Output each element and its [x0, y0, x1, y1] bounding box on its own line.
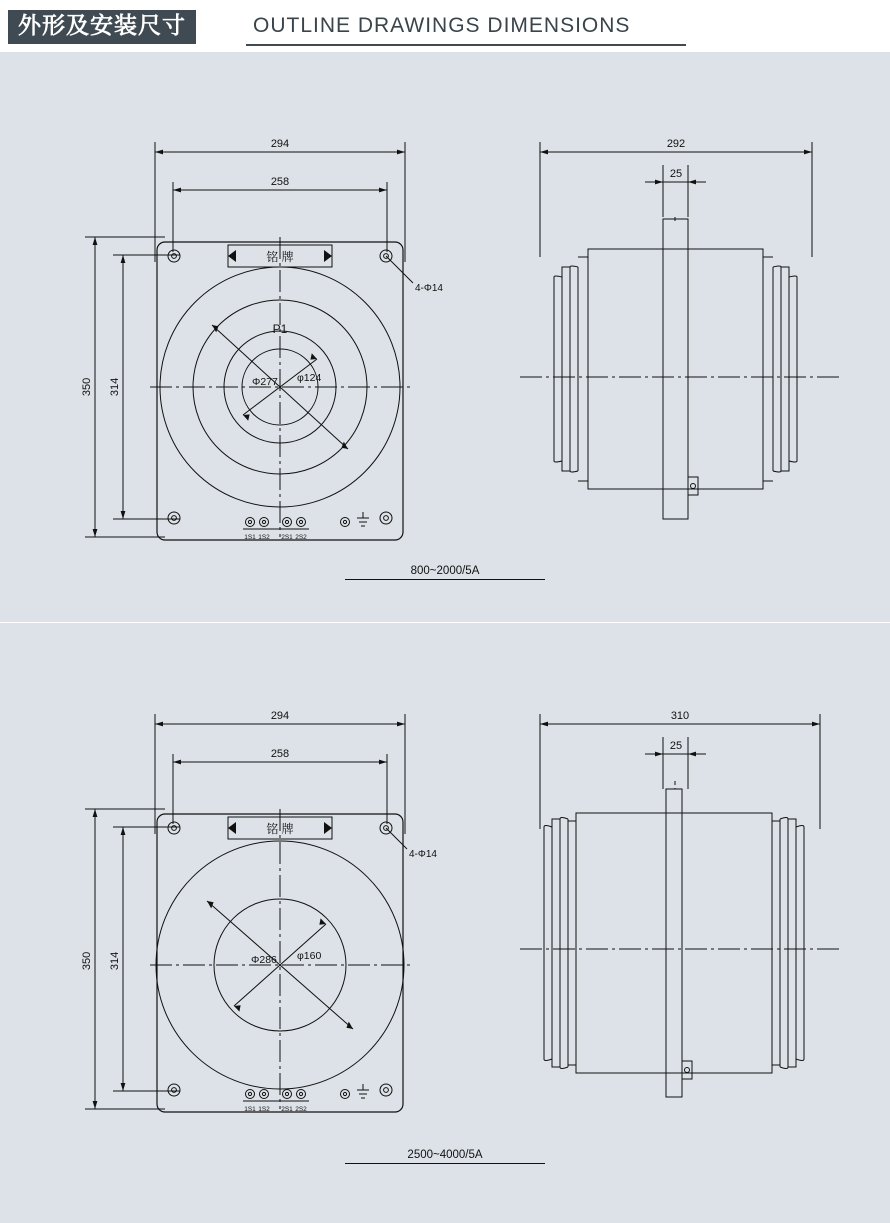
dim-hole-pitch-height: 314: [109, 377, 121, 397]
dim-overall-depth: 292: [666, 138, 686, 150]
terminal-label: 1S1: [244, 1106, 256, 1113]
front-view-800-2000: [55, 97, 455, 597]
dim-outer-circle: Φ286: [251, 954, 277, 966]
dim-overall-depth: 310: [670, 710, 690, 722]
dim-flange-thickness: 25: [669, 740, 683, 752]
dim-outer-height: 350: [81, 377, 93, 397]
page-header: [0, 0, 890, 52]
dim-inner-circle: φ124: [297, 372, 322, 384]
front-view-2500-4000: [55, 669, 455, 1169]
terminal-label: 1S1: [244, 534, 256, 541]
side-view-800-2000: [500, 97, 860, 597]
dim-inner-circle: φ160: [297, 950, 322, 962]
nameplate-label: 铭 牌: [266, 822, 294, 836]
primary-marking: P1: [272, 322, 288, 336]
terminal-label: 2S1: [281, 534, 293, 541]
panel-2500-4000: [0, 624, 890, 1223]
terminal-label: 2S2: [295, 1106, 307, 1113]
dim-outer-height: 350: [81, 951, 93, 971]
hole-note: 4-Φ14: [409, 849, 437, 860]
dim-hole-pitch-width: 258: [270, 748, 290, 760]
dim-hole-pitch-width: 258: [270, 176, 290, 188]
header-badge-chinese: 外形及安装尺寸: [8, 10, 196, 44]
side-view-2500-4000: [500, 669, 860, 1169]
dim-flange-thickness: 25: [669, 168, 683, 180]
terminal-label: 2S1: [281, 1106, 293, 1113]
panel-caption: [345, 565, 545, 580]
nameplate-label: 铭 牌: [266, 250, 294, 264]
panel-800-2000: [0, 52, 890, 622]
terminal-label: 1S2: [258, 1106, 270, 1113]
terminal-label: 2S2: [295, 534, 307, 541]
caption-text: 800~2000/5A: [345, 565, 545, 580]
dim-hole-pitch-height: 314: [109, 951, 121, 971]
dim-outer-circle: Φ277: [252, 376, 278, 388]
panel-caption: [345, 1149, 545, 1164]
panel-divider: [0, 622, 890, 623]
dim-outer-width: 294: [270, 138, 290, 150]
terminal-label: 1S2: [258, 534, 270, 541]
header-underline: [246, 44, 686, 46]
dim-outer-width: 294: [270, 710, 290, 722]
caption-text: 2500~4000/5A: [345, 1149, 545, 1164]
hole-note: 4-Φ14: [415, 283, 443, 294]
page-title: OUTLINE DRAWINGS DIMENSIONS: [253, 14, 631, 37]
